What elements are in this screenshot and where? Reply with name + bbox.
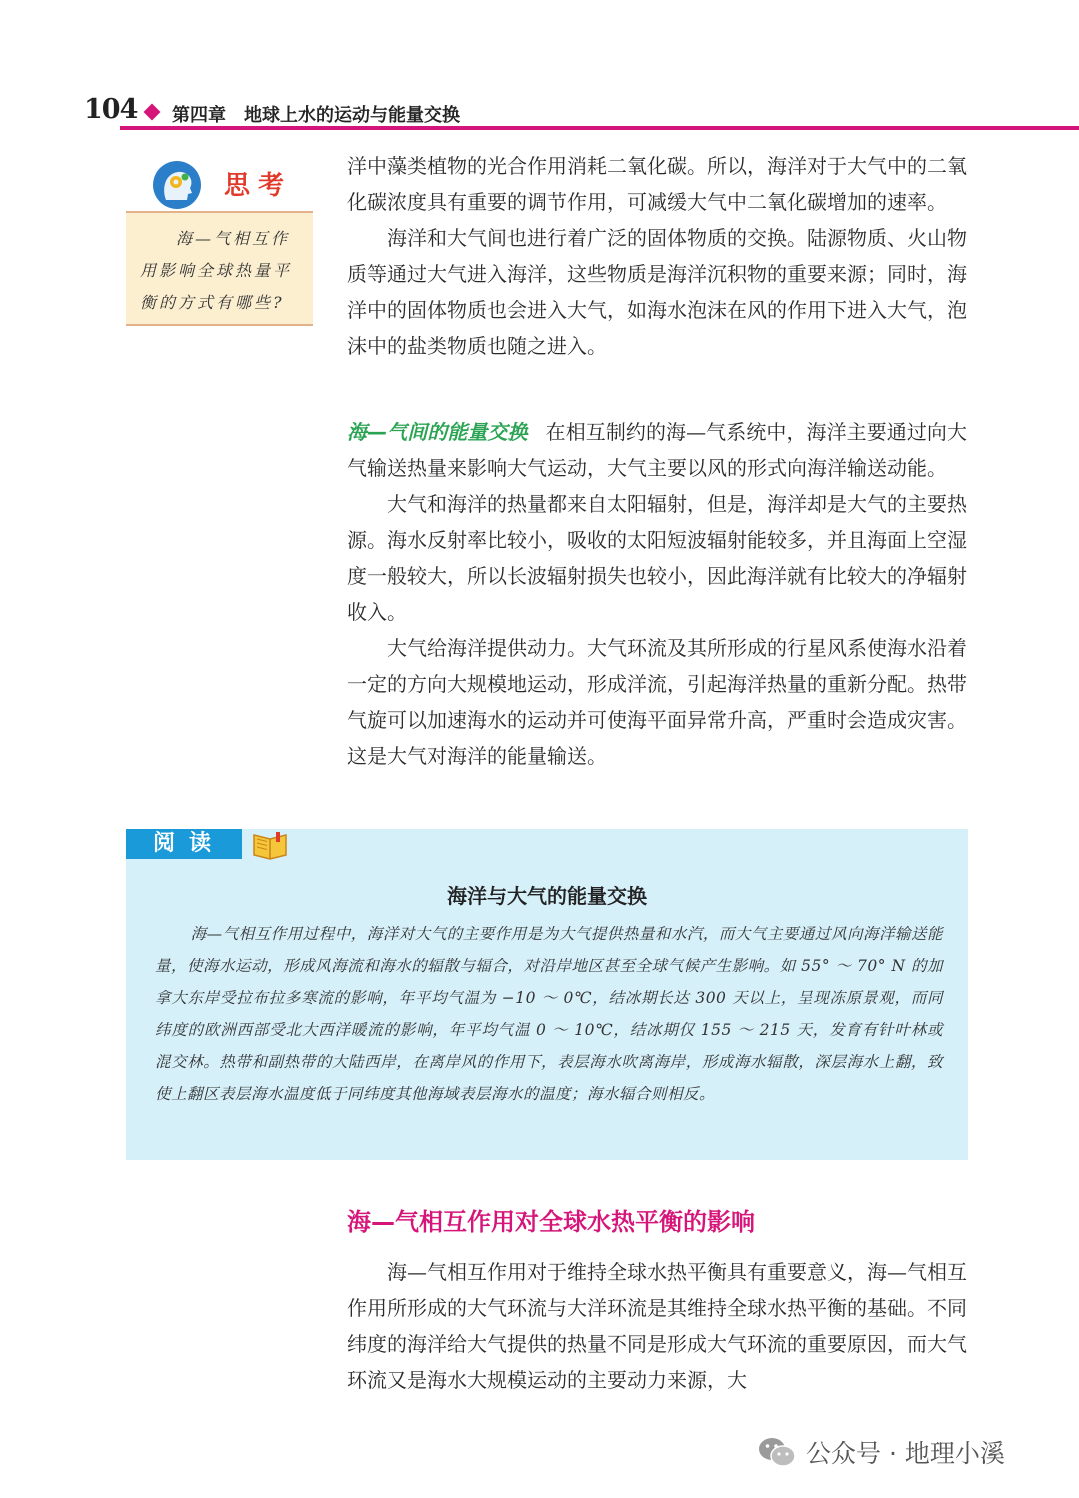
think-question: 海—气相互作用影响全球热量平衡的方式有哪些? [140,229,293,312]
chapter-title: 地球上水的运动与能量交换 [244,105,460,126]
body-text-energy [347,414,967,774]
paragraph-text: 在相互制约的海—气系统中，海洋主要通过向大气输送热量来影响大气运动，大气主要以风的形式向海洋输送动能。 [347,420,968,480]
think-box [126,211,313,326]
keyword-heading: 海—气间的能量交换 [347,420,528,444]
head-gear-icon [152,160,202,210]
paragraph [347,414,967,486]
paragraph: 海洋和大气间也进行着广泛的固体物质的交换。陆源物质、火山物质等通过大气进入海洋，这些物质是海洋沉积物的重要来源；同时，海洋中的固体物质也会进入大气，如海水泡沫在风的作用下进入大气，泡沫中的盐类物质也随之进入。 [347,226,967,358]
paragraph: 大气和海洋的热量都来自太阳辐射，但是，海洋却是大气的主要热源。海水反射率比较小，吸收的太阳短波辐射能较多，并且海面上空湿度一般较大，所以长波辐射损失也较小，因此海洋就有比较大的净辐射收入。 [347,492,967,624]
reading-text: 海—气相互作用过程中，海洋对大气的主要作用是为大气提供热量和水汽，而大气主要通过风向海洋输送能量，使海水运动，形成风海流和海水的辐散与辐合，对沿岸地区甚至全球气候产生影响。如 55° ～ 70° N 的加拿大东岸受拉布拉多寒流的影响，年平均气温为 −10 ～ 0℃，结冰期长达 300 天以上，呈现冻原景观，而同纬度的欧洲西部受北大西洋暖流的影响，年平均气温 0 ～ 10℃，结冰期仅 155 ～ 215 天，发育有针叶林或混交林。热带和副热带的大陆西岸，在离岸风的作用下，表层海水吹离海岸，形成海水辐散，深层海水上翻，致使上翻区表层海水温度低于同纬度其他海域表层海水的温度；海水辐合则相反。 [155,925,943,1103]
wechat-icon [758,1436,796,1468]
paragraph: 海—气相互作用对于维持全球水热平衡具有重要意义，海—气相互作用所形成的大气环流与大洋环流是其维持全球水热平衡的基础。不同纬度的海洋给大气提供的热量不同是形成大气环流的重要原因，而大气环流又是海水大规模运动的主要动力来源，大 [347,1260,967,1392]
diamond-icon [144,104,161,121]
reading-title: 海洋与大气的能量交换 [447,884,647,908]
chapter-number: 第四章 [172,105,226,126]
header-rule [120,126,1079,130]
body-text-section [347,1254,967,1398]
body-text-top [347,148,967,364]
chapter-heading [172,101,460,127]
reading-tag: 阅读 [126,829,242,859]
think-title: 思考 [224,171,293,201]
book-icon [250,830,290,860]
watermark [758,1434,1005,1470]
page-number: 104 [84,94,138,125]
paragraph: 大气给海洋提供动力。大气环流及其所形成的行星风系使海水沿着一定的方向大规模地运动，形成洋流，引起海洋热量的重新分配。热带气旋可以加速海水的运动并可使海平面异常升高，严重时会造成灾害。这是大气对海洋的能量输送。 [347,636,967,768]
watermark-text: 公众号 · 地理小溪 [806,1439,1005,1468]
section-title: 海—气相互作用对全球水热平衡的影响 [347,1208,755,1236]
paragraph: 洋中藻类植物的光合作用消耗二氧化碳。所以，海洋对于大气中的二氧化碳浓度具有重要的调节作用，可减缓大气中二氧化碳增加的速率。 [347,154,967,214]
